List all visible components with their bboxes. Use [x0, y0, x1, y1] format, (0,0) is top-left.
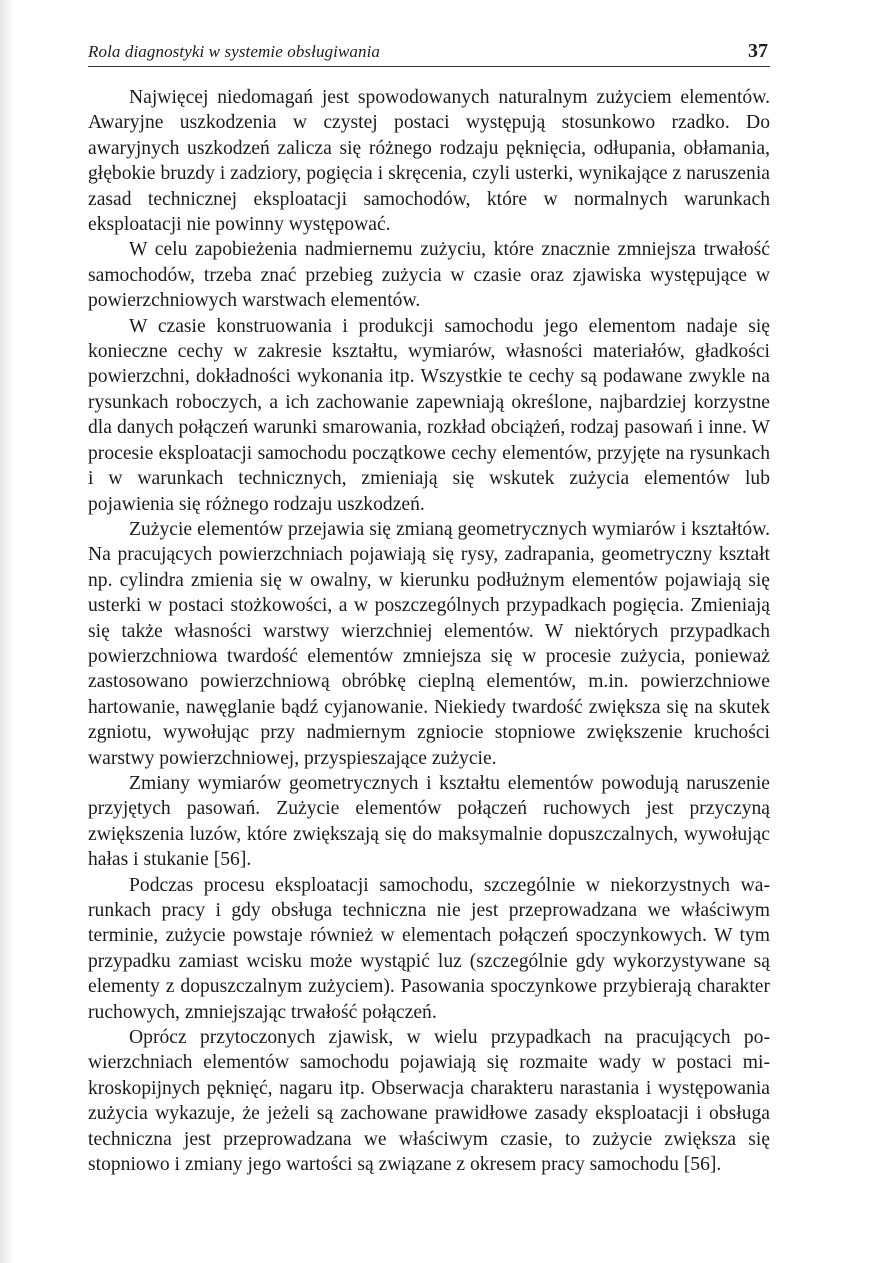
paragraph: W celu zapobieżenia nadmiernemu zużyciu, które znacznie zmniejsza trwałość samochodów, trzeba znać przebieg zużycia w czasie oraz zjawiska występujące w powierzchniowych warstwach elementów. [88, 239, 770, 312]
paragraph: W czasie konstruowania i produkcji samochodu jego elementom nadaje się konieczne cechy w zakresie kształtu, wymiarów, własności materiałów, gładkości powierzchni, dokładności wykonania itp. Wszystkie te cechy są podawane zwykle na rysunkach roboczych, a ich zachowanie zapewniają określone, najbardziej korzystne dla danych połączeń warunki smarowania, rozkład obciążeń, rodzaj pasowań i inne. W procesie eksploatacji samochodu początkowe cechy elementów, przyjęte na rysunkach i w warunkach technicznych, zmieniają się wskutek zużycia elementów lub pojawienia się różnego rodzaju uszkodzeń. [88, 315, 770, 515]
paragraph: Podczas procesu eksploatacji samochodu, szczególnie w niekorzystnych warunkach pracy i gdy obsługa techniczna nie jest przeprowadzana we właściwym terminie, zużycie powstaje również w elementach połączeń spoczynkowych. W tym przypadku zamiast wcisku może wystąpić luz (szczególnie gdy wykorzystywane są elementy z dopuszczalnym zużyciem). Pasowania spoczynkowe przybierają charakter ruchowych, zmniejszając trwałość połączeń. [88, 874, 770, 1023]
body-text [88, 85, 770, 1177]
page-number: 37 [748, 40, 768, 62]
running-header [88, 40, 770, 67]
paragraph: Zmiany wymiarów geometrycznych i kształtu elementów powodują naruszenie przyjętych pasowań. Zużycie elementów połączeń ruchowych jest przyczyną zwiększenia luzów, które zwiększają się do maksymalnie dopuszczalnych, wywołując hałas i stukanie [56]. [88, 772, 770, 871]
paragraph: Oprócz przytoczonych zjawisk, w wielu przypadkach na pracujących powierzchniach elementów samochodu pojawiają się rozmaite wady w postaci mikroskopijnych pęknięć, nagaru itp. Obserwacja charakteru narastania i występowania zużycia wykazuje, że jeżeli są zachowane prawidłowe zasady eksploatacji i obsługa techniczna jest przeprowadzana we właściwym czasie, to zużycie zwiększa się stopniowo i zmiany jego wartości są związane z okresem pracy samochodu [56]. [88, 1027, 770, 1176]
paragraph: Zużycie elementów przejawia się zmianą geometrycznych wymiarów i kształtów. Na pracujących powierzchniach pojawiają się rysy, zadrapania, geometryczny kształt np. cylindra zmienia się w owalny, w kierunku podłużnym elementów pojawiają się usterki w postaci stożkowości, a w poszczególnych przypadkach pogięcia. Zmieniają się także własności warstwy wierzchniej elementów. W niektórych przypadkach powierzchniowa twardość elementów zmniejsza się w procesie zużycia, ponieważ zastosowano powierzchniową obróbkę cieplną elementów, m.in. powierzchniowe hartowanie, nawęglanie bądź cyjanowanie. Niekiedy twardość zwiększa się na skutek zgniotu, wywołując przy nadmiernym zgniocie stopniowe zwiększenie kruchości warstwy powierzchniowej, przyspieszające zużycie. [88, 518, 770, 769]
scan-edge-shadow [0, 0, 14, 1263]
paragraph: Najwięcej niedomagań jest spowodowanych naturalnym zużyciem elementów. Awaryjne uszkodzenia w czystej postaci występują stosunkowo rzadko. Do awaryjnych uszkodzeń zalicza się różnego rodzaju pęknięcia, odłupania, obłamania, głębokie bruzdy i zadziory, pogięcia i skręcenia, czyli usterki, wynikające z naruszenia zasad technicznej eksploatacji samochodów, które w normalnych warunkach eksploatacji nie powinny występować. [88, 87, 770, 236]
header-title: Rola diagnostyki w systemie obsługiwania [88, 42, 381, 61]
